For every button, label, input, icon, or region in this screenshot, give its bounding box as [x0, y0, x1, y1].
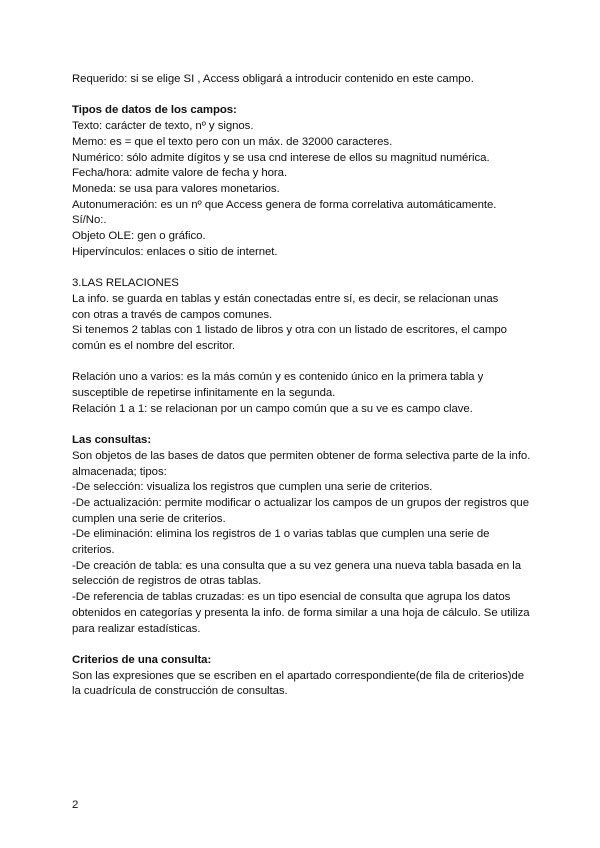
relacion-line: susceptible de repetirse infinitamente en la segunda. — [72, 387, 336, 400]
spacer — [72, 260, 552, 276]
tipos-line: Objeto OLE: gen o gráfico. — [72, 230, 206, 243]
relacion-line: Relación uno a varios: es la más común y es contenido único en la primera tabla y — [72, 371, 484, 384]
consultas-line: selección de registros de otras tablas. — [72, 575, 262, 588]
consultas-line: criterios. — [72, 544, 115, 557]
consultas-line: -De referencia de tablas cruzadas: es un tipo esencial de consulta que agrupa los datos — [72, 591, 511, 604]
consultas-line: -De eliminación: elimina los registros de 1 o varias tablas que cumplen una serie de — [72, 528, 490, 541]
consultas-line: -De creación de tabla: es una consulta que a su vez genera una nueva tabla basada en la — [72, 559, 522, 572]
relaciones-heading: 3.LAS RELACIONES — [72, 277, 179, 290]
spacer — [72, 88, 552, 104]
criterios-line: Son las expresiones que se escriben en el apartado correspondiente(de fila de criterios)de — [72, 669, 525, 682]
tipos-line: Memo: es = que el texto pero con un máx. de 32000 caracteres. — [72, 135, 393, 148]
consultas-line: Son objetos de las bases de datos que permiten obtener de forma selectiva parte de la info. — [72, 449, 531, 462]
consultas-heading: Las consultas: — [72, 434, 152, 447]
consultas-line: obtenidos en categorías y presenta la info. de forma similar a una hoja de cálculo. Se utiliza — [72, 606, 530, 619]
tipos-line: Fecha/hora: admite valore de fecha y hora. — [72, 167, 288, 180]
relaciones-line: Si tenemos 2 tablas con 1 listado de libros y otra con un listado de escritores, el campo — [72, 324, 507, 337]
relaciones-line: común es el nombre del escritor. — [72, 339, 236, 352]
criterios-heading: Criterios de una consulta: — [72, 653, 212, 666]
tipos-line: Moneda: se usa para valores monetarios. — [72, 182, 280, 195]
consultas-line: para realizar estadísticas. — [72, 622, 201, 635]
consultas-line: -De selección: visualiza los registros que cumplen una serie de criterios. — [72, 481, 433, 494]
relaciones-line: La info. se guarda en tablas y están conectadas entre sí, es decir, se relacionan unas — [72, 292, 499, 305]
consultas-line: almacenada; tipos: — [72, 465, 167, 478]
tipos-heading: Tipos de datos de los campos: — [72, 104, 237, 117]
tipos-line: Numérico: sólo admite dígitos y se usa cnd interese de ellos su magnitud numérica. — [72, 151, 490, 164]
tipos-line: Texto: carácter de texto, nº y signos. — [72, 120, 254, 133]
spacer — [72, 355, 552, 371]
requerido-line: Requerido: si se elige SI , Access obligará a introducir contenido en este campo. — [72, 73, 474, 85]
criterios-line: la cuadrícula de construcción de consultas. — [72, 685, 288, 698]
tipos-line: Autonumeración: es un nº que Access genera de forma correlativa automáticamente. — [72, 198, 497, 211]
consultas-line: cumplen una serie de criterios. — [72, 512, 226, 525]
spacer — [72, 417, 552, 433]
page-number: 2 — [72, 799, 79, 811]
tipos-line: Sí/No:. — [72, 214, 107, 227]
relaciones-line: con otras a través de campos comunes. — [72, 308, 273, 321]
tipos-line: Hipervínculos: enlaces o sitio de internet. — [72, 245, 278, 258]
consultas-line: -De actualización: permite modificar o actualizar los campos de un grupos der registros que — [72, 496, 529, 509]
page-content — [72, 72, 552, 700]
relacion-line: Relación 1 a 1: se relacionan por un campo común que a su ve es campo clave. — [72, 402, 473, 415]
spacer — [72, 637, 552, 653]
